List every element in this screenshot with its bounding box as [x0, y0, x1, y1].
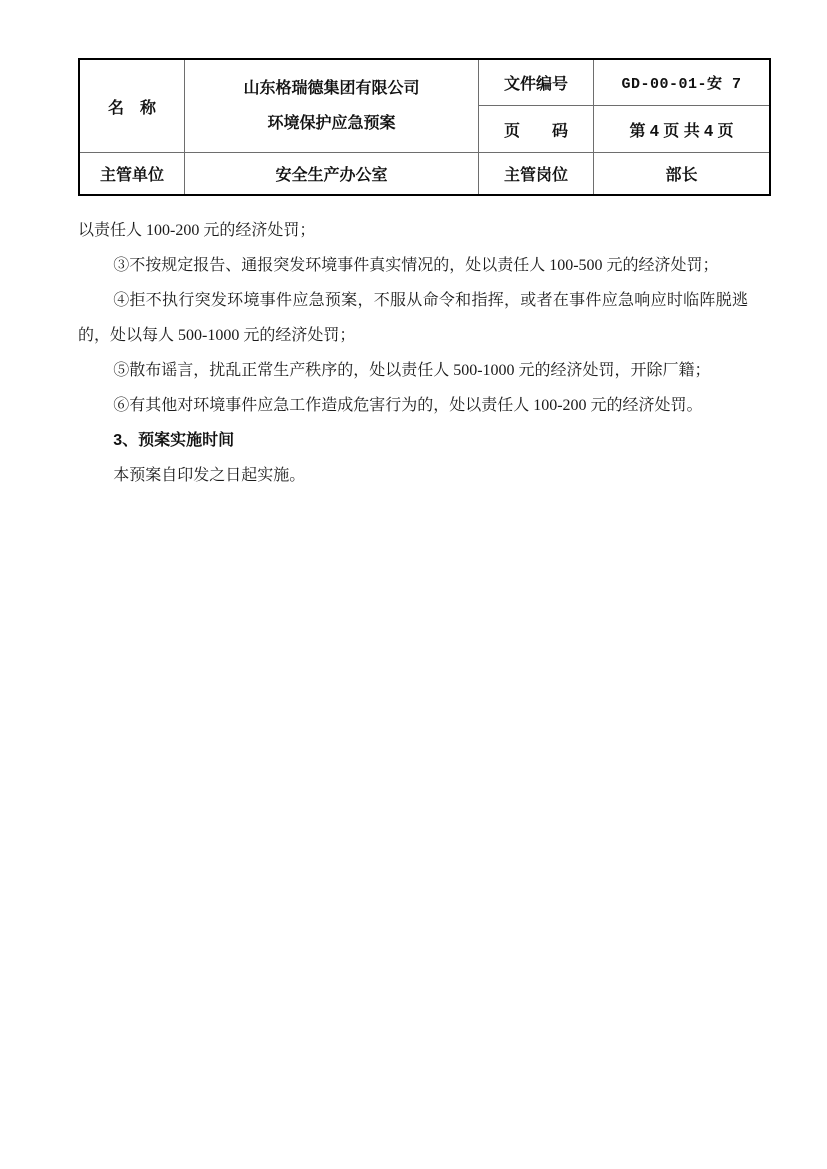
paragraph-continuation: 以责任人 100-200 元的经济处罚； [78, 222, 316, 239]
page-value-cell: 第 4 页 共 4 页 [594, 106, 771, 153]
section-heading-implementation-time: 3、预案实施时间 [113, 432, 235, 449]
paragraph-item-3: ③不按规定报告、通报突发环境事件真实情况的，处以责任人 100-500 元的经济处罚； [113, 257, 719, 274]
dept-value-cell: 安全生产办公室 [185, 153, 479, 196]
dept-label-cell: 主管单位 [79, 153, 185, 196]
paragraph-item-6: ⑥有其他对环境事件应急工作造成危害行为的，处以责任人 100-200 元的经济处罚。 [113, 397, 703, 414]
plan-title-line: 环境保护应急预案 [267, 115, 396, 132]
doc-number-label-cell: 文件编号 [479, 59, 594, 106]
name-label-cell: 名 称 [79, 59, 185, 153]
page-label-cell: 页 码 [479, 106, 594, 153]
paragraph-item-4: ④拒不执行突发环境事件应急预案，不服从命令和指挥，或者在事件应急响应时临阵脱逃的，处以每人 500-1000 元的经济处罚； [78, 292, 748, 344]
paragraph-implementation: 本预案自印发之日起实施。 [113, 467, 306, 484]
position-label-cell: 主管岗位 [479, 153, 594, 196]
paragraph-item-5: ⑤散布谣言，扰乱正常生产秩序的，处以责任人 500-1000 元的经济处罚，开除厂籍； [113, 362, 711, 379]
name-value-cell [185, 59, 479, 153]
document-header-table [78, 58, 771, 196]
position-value-cell: 部长 [594, 153, 771, 196]
doc-number-value-cell: GD-00-01-安 7 [594, 59, 771, 106]
document-body [78, 213, 748, 493]
company-name-line: 山东格瑞德集团有限公司 [243, 80, 420, 97]
